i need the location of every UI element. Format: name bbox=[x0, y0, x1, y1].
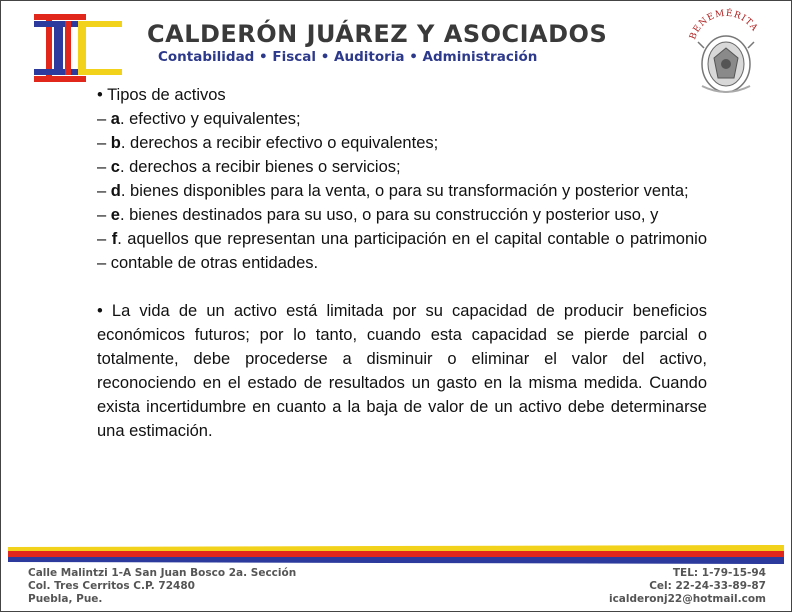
list-item: – e. bienes destinados para su uso, o para su construcción y posterior uso, y bbox=[97, 206, 659, 224]
list-item: – b. derechos a recibir efectivo o equivalentes; bbox=[97, 134, 439, 152]
list-item: – c. derechos a recibir bienes o servicios; bbox=[97, 158, 401, 176]
footer-stripes bbox=[8, 544, 784, 564]
address-line: Calle Malintzi 1-A San Juan Bosco 2a. Sección bbox=[28, 567, 297, 579]
list-item: – f. aquellos que representan una participación en el capital contable o patrimonio – contable de otras entidades. bbox=[97, 230, 708, 272]
svg-text:BENEMÉRITA: BENEMÉRITA bbox=[688, 8, 760, 42]
phone-line: TEL: 1-79-15-94 bbox=[672, 567, 766, 579]
firm-name: CALDERÓN JUÁREZ Y ASOCIADOS bbox=[147, 20, 608, 48]
content-body bbox=[97, 83, 707, 443]
firm-logo bbox=[34, 14, 124, 82]
list-item: – d. bienes disponibles para la venta, o para su transformación y posterior venta; bbox=[97, 182, 689, 200]
list-item: – a. efectivo y equivalentes; bbox=[97, 110, 301, 128]
cell-line: Cel: 22-24-33-89-87 bbox=[649, 580, 766, 592]
address-line: Puebla, Pue. bbox=[28, 593, 103, 605]
firm-services: Contabilidad • Fiscal • Auditoria • Administración bbox=[158, 49, 538, 65]
email-link[interactable]: icalderonj22@hotmail.com bbox=[608, 593, 766, 605]
footer-contact bbox=[609, 567, 766, 606]
address-line: Col. Tres Cerritos C.P. 72480 bbox=[28, 580, 195, 592]
section-title: • Tipos de activos bbox=[97, 86, 226, 104]
asset-life-paragraph: • La vida de un activo está limitada por su capacidad de producir beneficios económicos futuros; por lo tanto, cuando esta capacidad se pierde parcial o totalmente, debe procederse a disminuir o eliminar el valor del activo, reconociendo en el estado de resultados un gasto en la misma medida. Cuando exista incertidumbre en cuanto a la baja de valor de un activo debe determinarse una estimación. bbox=[97, 302, 707, 440]
footer-address bbox=[28, 567, 296, 606]
